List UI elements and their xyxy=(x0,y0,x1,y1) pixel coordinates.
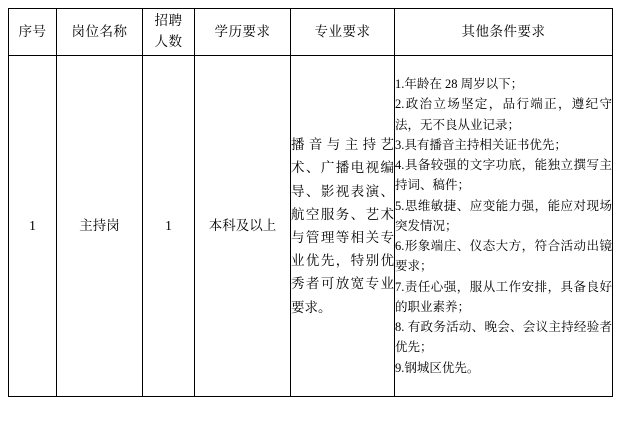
other-requirement-item: 7.责任心强，服从工作安排，具备良好的职业素养； xyxy=(395,279,612,314)
column-header-count-line-2: 人数 xyxy=(154,34,183,49)
other-requirement-item: 9.钢城区优先。 xyxy=(395,360,480,375)
column-header-major xyxy=(291,9,395,56)
cell-seq-value: 1 xyxy=(29,217,36,233)
cell-seq xyxy=(9,56,57,397)
column-header-post-name xyxy=(57,9,143,56)
other-requirement-item: 6.形象端庄、仪态大方，符合活动出镜要求； xyxy=(395,239,612,274)
column-header-count xyxy=(143,9,195,56)
cell-other-requirements xyxy=(395,56,613,397)
cell-major-value: 播音与主持艺术、广播电视编导、影视表演、航空服务、艺术与管理等相关专业优先，特别优秀者可放宽专业要求。 xyxy=(291,137,394,315)
cell-count-value: 1 xyxy=(165,217,172,233)
table-header xyxy=(9,9,613,56)
column-header-count-line-1: 招聘 xyxy=(154,13,183,29)
other-requirement-item: 8. 有政务活动、晚会、会议主持经验者优先； xyxy=(395,320,612,355)
column-header-seq xyxy=(9,9,57,56)
other-requirement-item: 4.具备较强的文字功底，能独立撰写主持词、稿件； xyxy=(395,158,612,193)
column-header-other-requirements xyxy=(395,9,613,56)
column-header-major-line-1: 专业要求 xyxy=(314,23,371,39)
cell-other-requirements-list xyxy=(395,74,612,378)
document-page xyxy=(0,8,620,423)
column-header-education xyxy=(195,9,291,56)
other-requirement-item: 2.政治立场坚定，品行端正，遵纪守法，无不良从业记录； xyxy=(395,97,612,132)
cell-post-name-value: 主持岗 xyxy=(79,217,120,233)
cell-post-name xyxy=(57,56,143,397)
table-body xyxy=(9,56,613,397)
column-header-post-name-line-1: 岗位名称 xyxy=(71,23,128,39)
table-header-row xyxy=(9,9,613,56)
cell-education xyxy=(195,56,291,397)
cell-major xyxy=(291,56,395,397)
column-header-education-line-1: 学历要求 xyxy=(214,23,271,39)
other-requirement-item: 1.年龄在 28 周岁以下； xyxy=(395,77,524,92)
column-header-other-requirements-line-1: 其他条件要求 xyxy=(461,23,546,39)
cell-education-value: 本科及以上 xyxy=(208,217,277,233)
recruitment-requirements-table xyxy=(8,8,613,397)
column-header-seq-line-1: 序号 xyxy=(18,23,47,39)
other-requirement-item: 3.具有播音主持相关证书优先； xyxy=(395,137,567,152)
table-row xyxy=(9,56,613,397)
other-requirement-item: 5.思维敏捷、应变能力强，能应对现场突发情况； xyxy=(395,198,612,233)
cell-count xyxy=(143,56,195,397)
